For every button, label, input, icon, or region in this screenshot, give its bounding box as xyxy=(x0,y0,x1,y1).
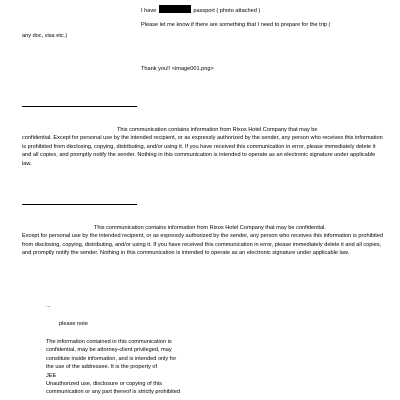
confidentiality-notice xyxy=(46,338,180,397)
disclaimer-body: Except for personal use by the intended recipient, or as expressly authorized by the sender, any person who receives this information is prohibited from disclosing, copying, distributing, and/or using it. If you have received this communication in error, please immediately delete it and all copies, and promptly notify the sender. Nothing in this communication is intended to operate as an electronic signature under applicable law. xyxy=(22,233,383,257)
disclaimer-body: confidential. Except for personal use by the intended recipient, or as expressly authorized by the sender, any person who receives this information is prohibited from disclosing, copying, distributing, and/or using it. If you have received this communication in error, please immediately delete it and all copies, and promptly notify the sender. Nothing in this communication is intended to operate as an electronic signature under applicable law. xyxy=(22,135,383,167)
passport-line xyxy=(141,5,260,15)
prepare-line-continued: any doc, visa etc.) xyxy=(22,33,68,39)
notice-line: constitute inside information, and is intended only for xyxy=(46,355,177,362)
separator-line xyxy=(22,106,137,107)
ellipsis: ... xyxy=(46,303,51,309)
notice-line: Unauthorized use, disclosure or copying of this xyxy=(46,381,162,388)
notice-line: confidential, may be attorney-client privileged, may xyxy=(46,347,172,354)
notice-line: The information contained in this communication is xyxy=(46,339,172,345)
notice-line: the use of the addressee. It is the property of xyxy=(46,364,158,371)
separator-line xyxy=(22,204,137,205)
notice-line: communication or any part thereof is strictly prohibited xyxy=(46,389,180,396)
please-note: please note xyxy=(59,321,88,327)
redacted-name xyxy=(159,5,191,13)
disclaimer-lead: This communication contains information from Rixos Hotel Company that may be confidential. xyxy=(94,225,326,231)
notice-line: JEE xyxy=(46,372,57,379)
thanks-line: Thank you!! <image001.png> xyxy=(141,66,214,72)
disclaimer-block xyxy=(22,224,384,258)
passport-suffix: passport ( photo attached ) xyxy=(193,8,261,14)
prepare-line: Please let me know if there are something that I need to prepare for the trip ( xyxy=(141,22,331,28)
disclaimer-block xyxy=(22,126,384,168)
passport-prefix: I have xyxy=(141,8,157,14)
disclaimer-lead: This communication contains information from Rixos Hotel Company that may be xyxy=(117,127,318,133)
